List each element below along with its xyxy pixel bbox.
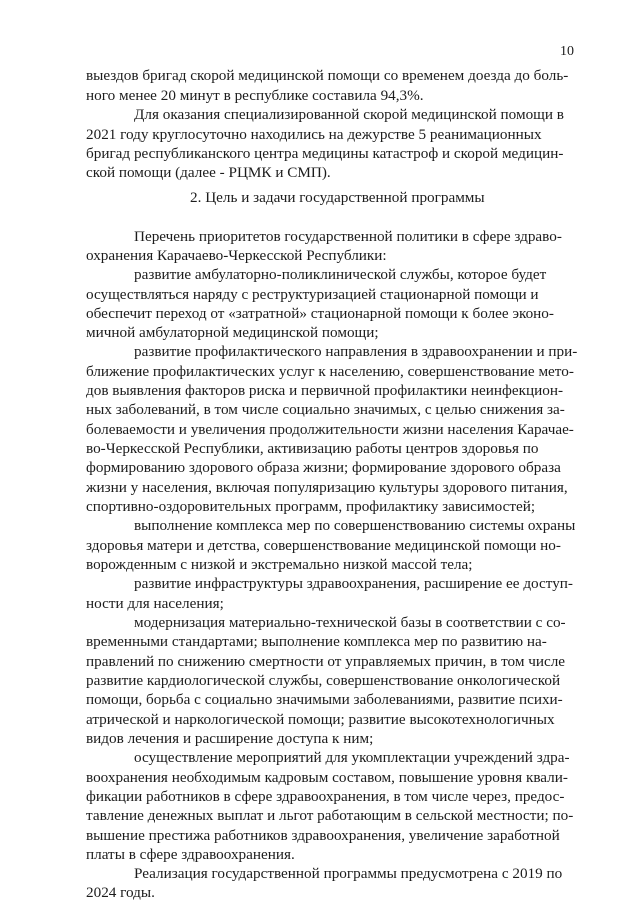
text-line: ближение профилактических услуг к населению, совершенствование мето- bbox=[86, 363, 574, 380]
text-line: Для оказания специализированной скорой медицинской помощи в bbox=[134, 106, 564, 123]
text-line: развитие инфраструктуры здравоохранения, расширение ее доступ- bbox=[134, 575, 573, 592]
text-line: модернизация материально-технической базы в соответствии с со- bbox=[134, 614, 566, 631]
text-line: развитие профилактического направления в здравоохранении и при- bbox=[134, 343, 578, 360]
text-line: платы в сфере здравоохранения. bbox=[86, 846, 295, 863]
text-line: охранения Карачаево-Черкесской Республики: bbox=[86, 247, 387, 264]
text-line: во-Черкесской Республики, активизацию работы центров здоровья по bbox=[86, 440, 539, 457]
text-line: выполнение комплекса мер по совершенствованию системы охраны bbox=[134, 517, 576, 534]
text-line: 2024 годы. bbox=[86, 884, 155, 901]
text-line: бригад республиканского центра медицины катастроф и скорой медицин- bbox=[86, 145, 564, 162]
text-line: осуществление мероприятий для укомплектации учреждений здра- bbox=[134, 749, 570, 766]
text-line: ности для населения; bbox=[86, 595, 224, 612]
text-line: выездов бригад скорой медицинской помощи со временем доезда до боль- bbox=[86, 67, 569, 84]
text-line: спортивно-оздоровительных программ, профилактику зависимостей; bbox=[86, 498, 536, 515]
text-line: фикации работников в сфере здравоохранения, в том числе через, предос- bbox=[86, 788, 565, 805]
text-line: ской помощи (далее - РЦМК и СМП). bbox=[86, 164, 331, 181]
text-line: осуществляться наряду с реструктуризацией стационарной помощи и bbox=[86, 286, 539, 303]
text-line: развитие кардиологической службы, совершенствование онкологической bbox=[86, 672, 561, 689]
text-line: ных заболеваний, в том числе социально значимых, с целью снижения за- bbox=[86, 401, 565, 418]
text-line: ного менее 20 минут в республике составила 94,3%. bbox=[86, 87, 424, 104]
page-number: 10 bbox=[560, 44, 574, 59]
text-line: вышение престижа работников здравоохранения, увеличение заработной bbox=[86, 827, 560, 844]
text-line: правлений по снижению смертности от управляемых причин, в том числе bbox=[86, 653, 566, 670]
text-line: тавление денежных выплат и льгот работающим в сельской местности; по- bbox=[86, 807, 574, 824]
text-line: 2021 году круглосуточно находились на дежурстве 5 реанимационных bbox=[86, 126, 542, 143]
text-line: помощи, борьба с социально значимыми заболеваниями, развитие психи- bbox=[86, 691, 563, 708]
text-line: видов лечения и расширение доступа к ним; bbox=[86, 730, 374, 747]
text-line: Реализация государственной программы предусмотрена с 2019 по bbox=[134, 865, 563, 882]
text-line: жизни у населения, включая популяризацию культуры здорового питания, bbox=[86, 479, 568, 496]
text-line: мичной амбулаторной медицинской помощи; bbox=[86, 324, 379, 341]
text-line: временными стандартами; выполнение комплекса мер по развитию на- bbox=[86, 633, 547, 650]
text-line: развитие амбулаторно-поликлинической службы, которое будет bbox=[134, 266, 547, 283]
text-line: болеваемости и увеличения продолжительности жизни населения Карачае- bbox=[86, 421, 574, 438]
text-line: ворожденным с низкой и экстремально низкой массой тела; bbox=[86, 556, 473, 573]
text-line: формированию здорового образа жизни; формирование здорового образа bbox=[86, 459, 561, 476]
section-heading: 2. Цель и задачи государственной программы bbox=[190, 189, 485, 206]
text-line: Перечень приоритетов государственной политики в сфере здраво- bbox=[134, 228, 562, 245]
text-line: здоровья матери и детства, совершенствование медицинской помощи но- bbox=[86, 537, 561, 554]
text-line: атрической и наркологической помощи; развитие высокотехнологичных bbox=[86, 711, 555, 728]
text-line: дов выявления факторов риска и первичной профилактики неинфекцион- bbox=[86, 382, 564, 399]
text-line: обеспечит переход от «затратной» стационарной помощи к более эконо- bbox=[86, 305, 554, 322]
text-line: воохранения необходимым кадровым составом, повышение уровня квали- bbox=[86, 769, 568, 786]
